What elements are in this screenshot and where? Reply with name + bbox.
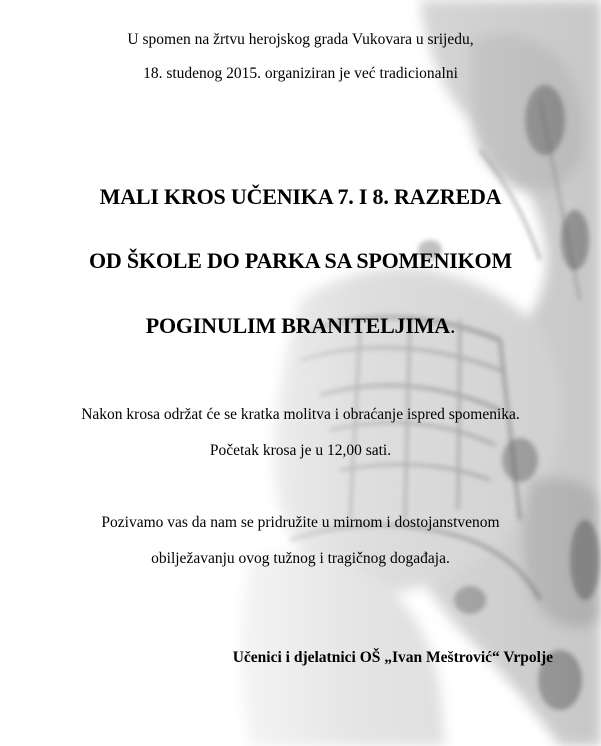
details-line-1: Nakon krosa održat će se kratka molitva i obraćanje ispred spomenika. bbox=[81, 406, 520, 423]
headline-line-1: MALI KROS UČENIKA 7. I 8. RAZREDA bbox=[99, 184, 502, 209]
invitation-line-2: obilježavanju ovog tužnog i tragičnog događaja. bbox=[151, 550, 450, 567]
details-line-2: Početak krosa je u 12,00 sati. bbox=[209, 442, 392, 459]
signature: Učenici i djelatnici OŠ „Ivan Meštrović“ Vrpolje bbox=[232, 649, 553, 666]
headline-line-3 bbox=[0, 313, 601, 339]
intro-line-2: 18. studenog 2015. organiziran je već tradicionalni bbox=[143, 65, 458, 82]
intro-line-1: U spomen na žrtvu herojskog grada Vukovara u srijedu, bbox=[127, 31, 474, 48]
headline-line-3-text: POGINULIM BRANITELJIMA bbox=[145, 313, 450, 338]
invitation-line-1: Pozivamo vas da nam se pridružite u mirnom i dostojanstvenom bbox=[101, 514, 500, 531]
headline-line-2: OD ŠKOLE DO PARKA SA SPOMENIKOM bbox=[88, 248, 513, 273]
headline-line-3-trail: . bbox=[449, 313, 456, 338]
